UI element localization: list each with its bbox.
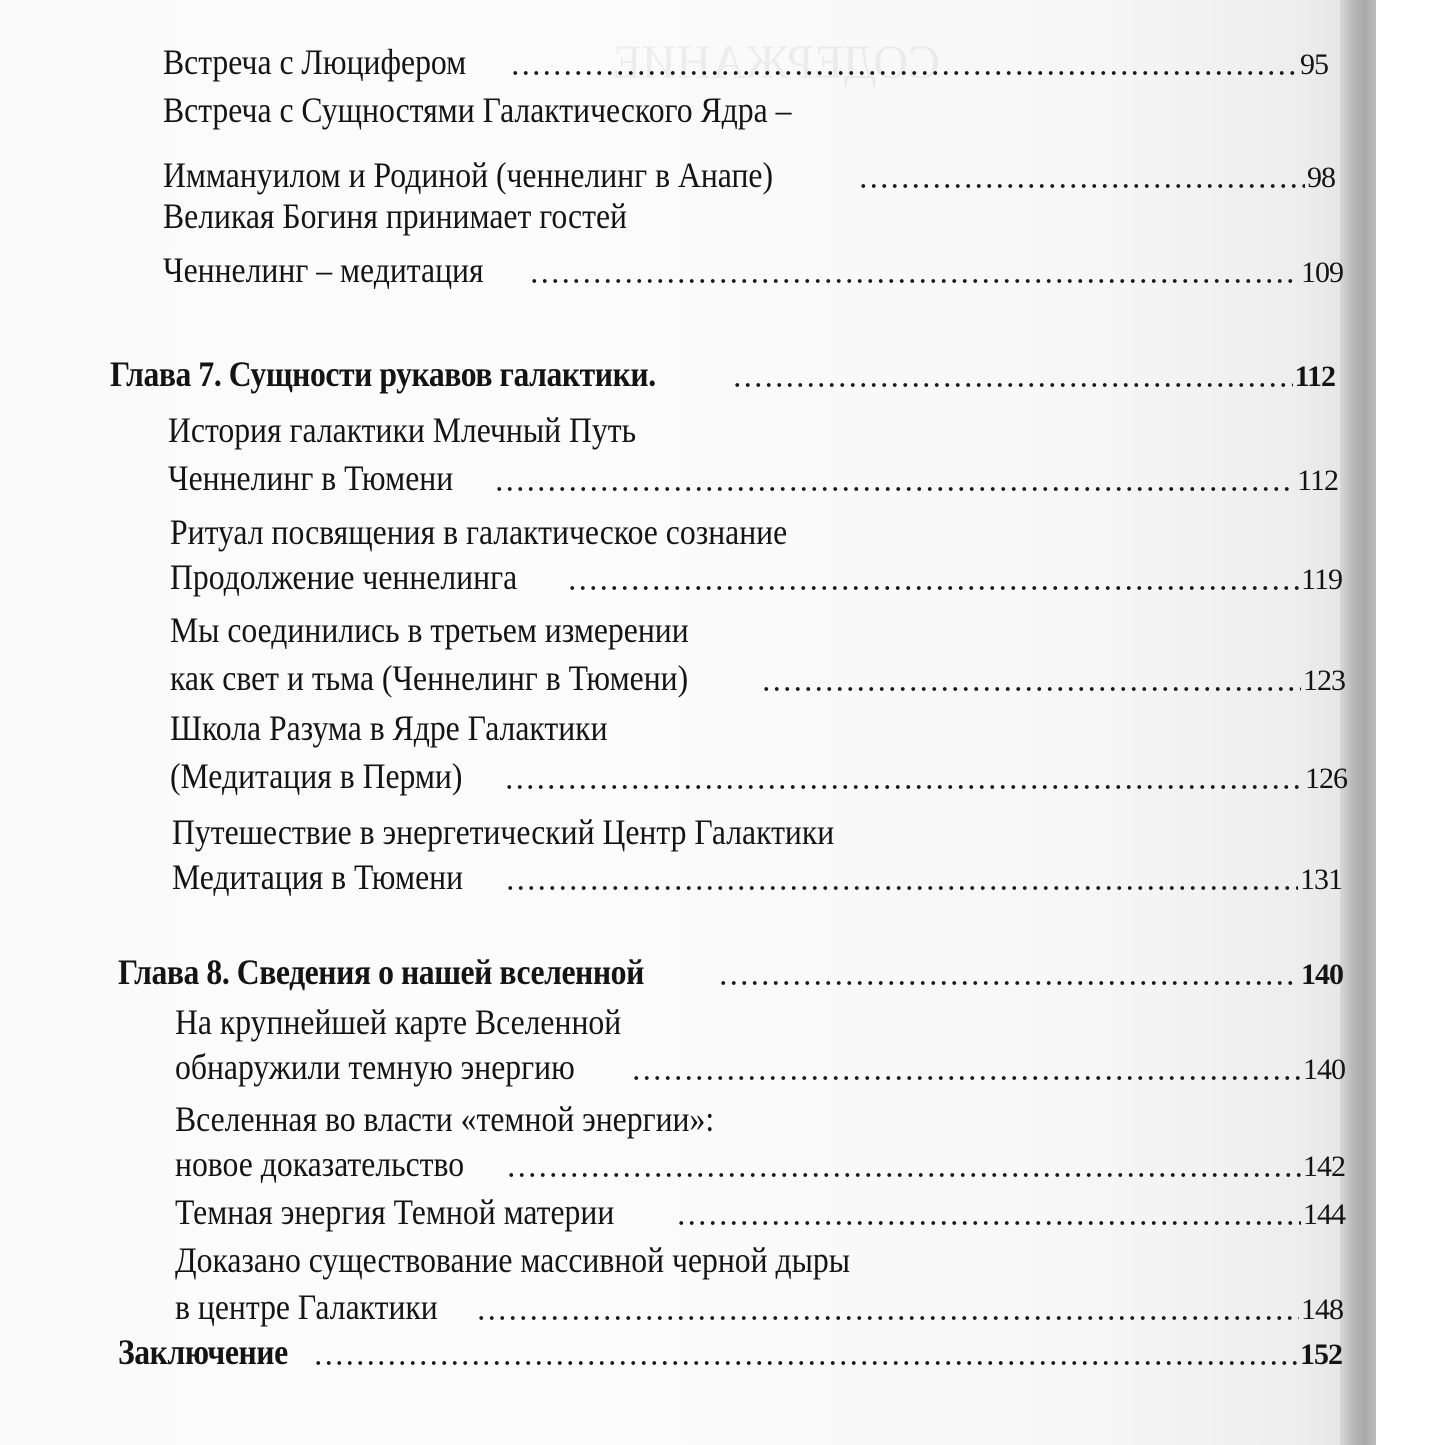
dot-leader (510, 68, 1298, 78)
toc-entry (163, 88, 1163, 132)
toc-entry-title: Великая Богиня принимает гостей (163, 196, 627, 236)
toc-entry[interactable] (175, 1190, 1345, 1237)
toc-entry-title: Глава 7. Сущности рукавов галактики. (110, 354, 656, 394)
toc-page-number: 140 (1303, 1053, 1345, 1086)
toc-entry-title: Глава 8. Сведения о нашей вселенной (118, 952, 644, 992)
toc-entry[interactable] (175, 1285, 1343, 1332)
toc-entry-title: Иммануилом и Родиной (ченнелинг в Анапе) (163, 155, 774, 195)
dot-leader (732, 380, 1293, 390)
toc-entry (175, 1000, 1075, 1044)
toc-entry (163, 194, 1063, 238)
toc-page-number: 123 (1303, 664, 1345, 697)
toc-entry-title: как свет и тьма (Ченнелинг в Тюмени) (170, 658, 689, 698)
svg-text:СОДЕРЖАНИЕ: СОДЕРЖАНИЕ (612, 36, 940, 89)
toc-entry[interactable] (163, 248, 1343, 295)
dot-leader (567, 583, 1300, 593)
toc-entry-title: Доказано существование массивной черной дыры (175, 1240, 851, 1280)
toc-chapter-heading[interactable] (110, 352, 1335, 399)
toc-page-number: 109 (1301, 256, 1343, 289)
toc-chapter-heading[interactable] (118, 950, 1343, 997)
toc-entry-title: Вселенная во власти «темной энергии»: (175, 1099, 715, 1139)
toc-entry (170, 706, 1070, 750)
toc-entry-title: На крупнейшей карте Вселенной (175, 1002, 622, 1042)
dot-leader (504, 782, 1303, 792)
toc-entry[interactable] (175, 1045, 1345, 1092)
dot-leader (313, 1358, 1298, 1368)
toc-entry-title: в центре Галактики (175, 1287, 438, 1327)
dot-leader (505, 883, 1298, 893)
toc-page-number: 140 (1301, 958, 1343, 991)
toc-entry-title: Путешествие в энергетический Центр Галактики (172, 812, 835, 852)
dot-leader (676, 1218, 1301, 1228)
toc-entry (170, 608, 1070, 652)
toc-entry-title: Встреча с Люцифером (163, 42, 467, 82)
dot-leader (494, 484, 1295, 494)
book-gutter-shadow (1340, 0, 1376, 1445)
toc-entry[interactable] (170, 754, 1347, 801)
toc-page-number: 152 (1300, 1338, 1342, 1371)
dot-leader (631, 1073, 1301, 1083)
dot-leader (718, 978, 1299, 988)
toc-page-number: 112 (1294, 360, 1335, 393)
dot-leader (761, 684, 1301, 694)
toc-entry (175, 1238, 1175, 1282)
toc-entry[interactable] (168, 456, 1338, 503)
toc-page-number: 144 (1303, 1198, 1345, 1231)
toc-entry (168, 408, 1068, 452)
toc-page-number: 119 (1301, 563, 1342, 596)
toc-entry-title: Ритуал посвящения в галактическое сознание (170, 512, 788, 552)
toc-entry-title: Заключение (118, 1332, 288, 1372)
toc-entry (170, 510, 1170, 554)
toc-entry-title: Школа Разума в Ядре Галактики (170, 708, 608, 748)
toc-entry[interactable] (172, 855, 1342, 902)
toc-page-number: 112 (1297, 464, 1338, 497)
toc-entry[interactable] (175, 1142, 1345, 1189)
dot-leader (529, 276, 1299, 286)
toc-entry-title: Темная энергия Темной материи (175, 1192, 615, 1232)
toc-entry[interactable] (170, 656, 1345, 703)
toc-entry-title: Ченнелинг в Тюмени (168, 458, 454, 498)
dot-leader (476, 1313, 1299, 1323)
toc-entry-title: Медитация в Тюмени (172, 857, 464, 897)
toc-entry-title: Продолжение ченнелинга (170, 557, 518, 597)
toc-page-number: 148 (1301, 1293, 1343, 1326)
toc-entry (172, 810, 1172, 854)
toc-entry-title: новое доказательство (175, 1144, 465, 1184)
toc-page-number: 131 (1300, 863, 1342, 896)
dot-leader (858, 181, 1305, 191)
toc-entry-title: (Медитация в Перми) (170, 756, 463, 796)
toc-entry[interactable] (163, 40, 1328, 87)
toc-entry-title: Ченнелинг – медитация (163, 250, 484, 290)
toc-entry-title: обнаружили темную энергию (175, 1047, 575, 1087)
toc-page-number: 95 (1300, 48, 1328, 81)
toc-entry-title: История галактики Млечный Путь (168, 410, 637, 450)
dot-leader (506, 1170, 1302, 1180)
toc-entry[interactable] (163, 153, 1335, 200)
toc-entry (175, 1097, 1175, 1141)
toc-entry[interactable] (170, 555, 1342, 602)
toc-conclusion-entry[interactable] (118, 1330, 1342, 1377)
toc-entry-title: Мы соединились в третьем измерении (170, 610, 689, 650)
toc-page-number: 98 (1307, 161, 1335, 194)
toc-page-number: 126 (1305, 762, 1347, 795)
toc-entry-title: Встреча с Сущностями Галактического Ядра – (163, 90, 792, 130)
toc-page-number: 142 (1303, 1150, 1345, 1183)
